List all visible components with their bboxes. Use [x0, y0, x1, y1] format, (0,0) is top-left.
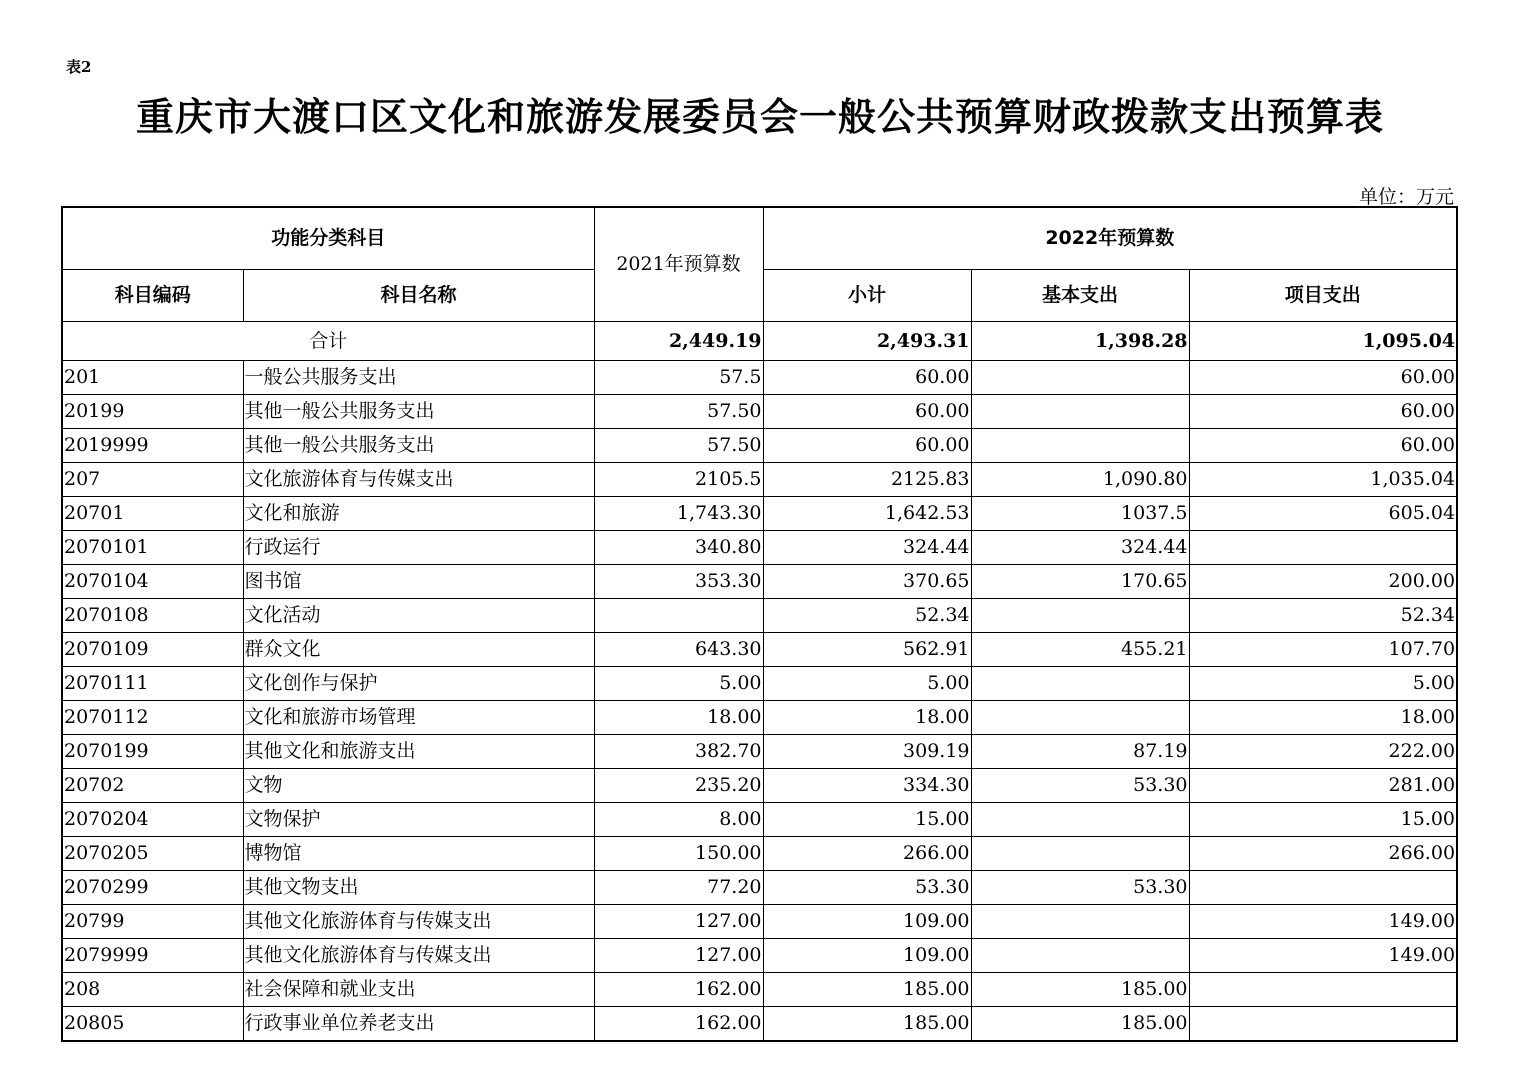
total-project: 1,095.04 — [1189, 322, 1457, 361]
row-b2021: 127.00 — [594, 905, 763, 939]
row-basic — [971, 361, 1189, 395]
header-func-class: 功能分类科目 — [62, 207, 594, 270]
row-project: 60.00 — [1189, 429, 1457, 463]
table-row — [62, 429, 1457, 463]
row-basic — [971, 803, 1189, 837]
row-basic: 170.65 — [971, 565, 1189, 599]
row-subtotal: 60.00 — [763, 429, 971, 463]
row-basic — [971, 701, 1189, 735]
header-name: 科目名称 — [243, 270, 594, 322]
row-b2021: 1,743.30 — [594, 497, 763, 531]
row-subtotal: 18.00 — [763, 701, 971, 735]
row-name: 文化旅游体育与传媒支出 — [243, 463, 594, 497]
header-budget-2022: 2022年预算数 — [763, 207, 1457, 270]
row-b2021: 340.80 — [594, 531, 763, 565]
row-b2021: 150.00 — [594, 837, 763, 871]
row-project: 18.00 — [1189, 701, 1457, 735]
row-name: 社会保障和就业支出 — [243, 973, 594, 1007]
row-project: 1,035.04 — [1189, 463, 1457, 497]
row-code: 2070109 — [62, 633, 243, 667]
table-row — [62, 803, 1457, 837]
row-subtotal: 185.00 — [763, 973, 971, 1007]
row-project — [1189, 531, 1457, 565]
table-row — [62, 531, 1457, 565]
row-basic: 455.21 — [971, 633, 1189, 667]
row-project: 52.34 — [1189, 599, 1457, 633]
row-name: 文化和旅游 — [243, 497, 594, 531]
row-name: 其他文化和旅游支出 — [243, 735, 594, 769]
row-b2021: 57.5 — [594, 361, 763, 395]
row-b2021: 57.50 — [594, 429, 763, 463]
budget-table — [61, 206, 1458, 1042]
row-name: 行政事业单位养老支出 — [243, 1007, 594, 1042]
row-b2021: 162.00 — [594, 1007, 763, 1042]
row-project — [1189, 973, 1457, 1007]
table-row — [62, 973, 1457, 1007]
row-project: 149.00 — [1189, 939, 1457, 973]
row-subtotal: 2125.83 — [763, 463, 971, 497]
table-row — [62, 463, 1457, 497]
row-basic — [971, 395, 1189, 429]
row-name: 博物馆 — [243, 837, 594, 871]
row-subtotal: 334.30 — [763, 769, 971, 803]
row-code: 2070108 — [62, 599, 243, 633]
table-row — [62, 905, 1457, 939]
row-subtotal: 109.00 — [763, 939, 971, 973]
row-subtotal: 562.91 — [763, 633, 971, 667]
row-subtotal: 185.00 — [763, 1007, 971, 1042]
row-b2021: 643.30 — [594, 633, 763, 667]
row-name: 其他文物支出 — [243, 871, 594, 905]
header-code: 科目编码 — [62, 270, 243, 322]
row-project: 200.00 — [1189, 565, 1457, 599]
row-subtotal: 266.00 — [763, 837, 971, 871]
row-basic: 185.00 — [971, 1007, 1189, 1042]
total-b2021: 2,449.19 — [594, 322, 763, 361]
row-project: 266.00 — [1189, 837, 1457, 871]
row-subtotal: 324.44 — [763, 531, 971, 565]
row-name: 其他一般公共服务支出 — [243, 429, 594, 463]
row-subtotal: 1,642.53 — [763, 497, 971, 531]
row-basic: 324.44 — [971, 531, 1189, 565]
row-name: 文物保护 — [243, 803, 594, 837]
row-subtotal: 370.65 — [763, 565, 971, 599]
row-project: 60.00 — [1189, 395, 1457, 429]
row-name: 文物 — [243, 769, 594, 803]
table-row — [62, 395, 1457, 429]
row-code: 20702 — [62, 769, 243, 803]
header-project: 项目支出 — [1189, 270, 1457, 322]
row-b2021: 77.20 — [594, 871, 763, 905]
row-name: 文化创作与保护 — [243, 667, 594, 701]
row-basic: 53.30 — [971, 871, 1189, 905]
row-code: 2070199 — [62, 735, 243, 769]
table-row — [62, 837, 1457, 871]
row-name: 图书馆 — [243, 565, 594, 599]
table-row — [62, 599, 1457, 633]
row-project: 149.00 — [1189, 905, 1457, 939]
row-name: 其他一般公共服务支出 — [243, 395, 594, 429]
row-basic — [971, 837, 1189, 871]
row-basic: 87.19 — [971, 735, 1189, 769]
row-basic — [971, 667, 1189, 701]
table-row — [62, 701, 1457, 735]
row-b2021: 5.00 — [594, 667, 763, 701]
row-name: 其他文化旅游体育与传媒支出 — [243, 905, 594, 939]
row-code: 20799 — [62, 905, 243, 939]
table-label: 表2 — [66, 58, 92, 76]
table-row — [62, 497, 1457, 531]
row-basic — [971, 939, 1189, 973]
row-project — [1189, 1007, 1457, 1042]
row-b2021: 235.20 — [594, 769, 763, 803]
row-project: 281.00 — [1189, 769, 1457, 803]
row-code: 2070101 — [62, 531, 243, 565]
row-b2021: 2105.5 — [594, 463, 763, 497]
row-subtotal: 309.19 — [763, 735, 971, 769]
table-row — [62, 565, 1457, 599]
table-row — [62, 735, 1457, 769]
row-code: 2070104 — [62, 565, 243, 599]
table-row — [62, 1007, 1457, 1042]
total-subtotal: 2,493.31 — [763, 322, 971, 361]
row-subtotal: 60.00 — [763, 361, 971, 395]
header-subtotal: 小计 — [763, 270, 971, 322]
row-code: 20805 — [62, 1007, 243, 1042]
row-b2021: 8.00 — [594, 803, 763, 837]
row-code: 2070299 — [62, 871, 243, 905]
row-project: 60.00 — [1189, 361, 1457, 395]
row-project: 5.00 — [1189, 667, 1457, 701]
row-b2021: 18.00 — [594, 701, 763, 735]
total-basic: 1,398.28 — [971, 322, 1189, 361]
row-code: 2079999 — [62, 939, 243, 973]
row-name: 行政运行 — [243, 531, 594, 565]
table-row — [62, 871, 1457, 905]
row-code: 2070204 — [62, 803, 243, 837]
row-subtotal: 60.00 — [763, 395, 971, 429]
header-row-1 — [62, 207, 1457, 270]
row-code: 20701 — [62, 497, 243, 531]
table-row — [62, 633, 1457, 667]
row-basic: 1037.5 — [971, 497, 1189, 531]
row-name: 文化活动 — [243, 599, 594, 633]
row-b2021: 353.30 — [594, 565, 763, 599]
header-budget-2021: 2021年预算数 — [594, 207, 763, 322]
row-basic: 53.30 — [971, 769, 1189, 803]
row-code: 201 — [62, 361, 243, 395]
row-project: 605.04 — [1189, 497, 1457, 531]
row-name: 其他文化旅游体育与传媒支出 — [243, 939, 594, 973]
row-project: 107.70 — [1189, 633, 1457, 667]
page-title: 重庆市大渡口区文化和旅游发展委员会一般公共预算财政拨款支出预算表 — [135, 94, 1384, 139]
row-b2021: 127.00 — [594, 939, 763, 973]
row-project — [1189, 871, 1457, 905]
row-code: 2070111 — [62, 667, 243, 701]
row-code: 207 — [62, 463, 243, 497]
row-b2021 — [594, 599, 763, 633]
row-b2021: 57.50 — [594, 395, 763, 429]
total-label: 合计 — [62, 322, 594, 361]
row-code: 208 — [62, 973, 243, 1007]
row-basic: 1,090.80 — [971, 463, 1189, 497]
header-basic: 基本支出 — [971, 270, 1189, 322]
row-code: 2070205 — [62, 837, 243, 871]
row-b2021: 162.00 — [594, 973, 763, 1007]
row-subtotal: 5.00 — [763, 667, 971, 701]
row-project: 15.00 — [1189, 803, 1457, 837]
table-row — [62, 939, 1457, 973]
row-name: 群众文化 — [243, 633, 594, 667]
row-subtotal: 52.34 — [763, 599, 971, 633]
total-row — [62, 322, 1457, 361]
row-project: 222.00 — [1189, 735, 1457, 769]
row-subtotal: 53.30 — [763, 871, 971, 905]
table-row — [62, 667, 1457, 701]
row-code: 2019999 — [62, 429, 243, 463]
row-subtotal: 15.00 — [763, 803, 971, 837]
table-row — [62, 769, 1457, 803]
row-code: 2070112 — [62, 701, 243, 735]
row-basic — [971, 599, 1189, 633]
row-basic — [971, 905, 1189, 939]
row-code: 20199 — [62, 395, 243, 429]
table-row — [62, 361, 1457, 395]
unit-label: 单位：万元 — [1358, 186, 1454, 208]
row-basic: 185.00 — [971, 973, 1189, 1007]
row-b2021: 382.70 — [594, 735, 763, 769]
row-basic — [971, 429, 1189, 463]
row-name: 文化和旅游市场管理 — [243, 701, 594, 735]
row-name: 一般公共服务支出 — [243, 361, 594, 395]
row-subtotal: 109.00 — [763, 905, 971, 939]
